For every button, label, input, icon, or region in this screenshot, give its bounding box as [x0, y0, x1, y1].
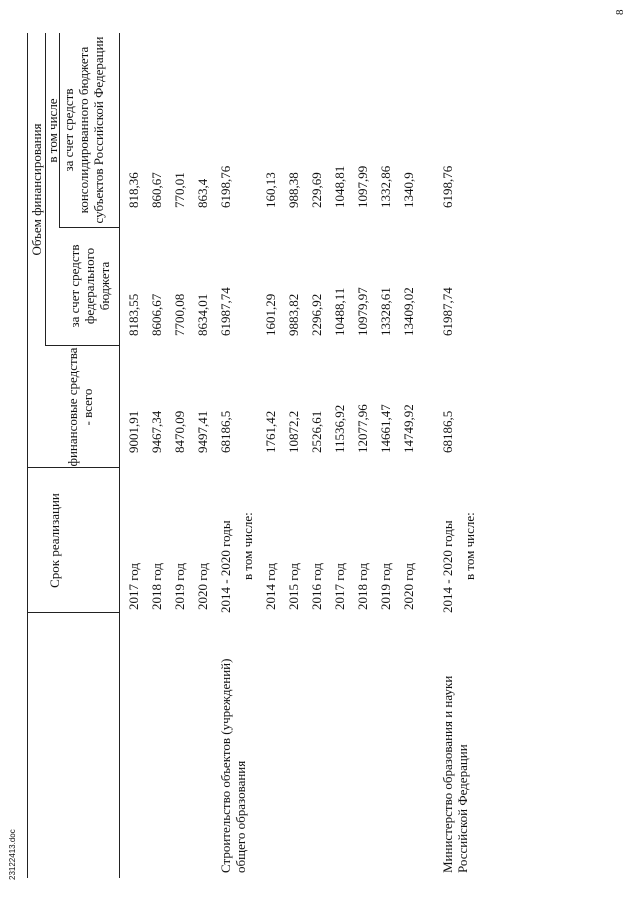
table-row: [169, 33, 192, 878]
name-cell: Министерство образования и науки Российской Федерации: [440, 675, 470, 873]
header-term: Срок реализации: [47, 493, 62, 588]
federal-cell: 1601,29: [263, 293, 278, 336]
total-cell: 9497,41: [195, 410, 210, 453]
table-row: [123, 33, 146, 878]
term-cell: в том числе:: [462, 512, 477, 580]
table-row: [398, 33, 421, 878]
header-total: финансовые средства - всего: [65, 347, 95, 467]
header-federal: за счет средств федерального бюджета: [67, 244, 112, 328]
table-row: [352, 33, 375, 878]
regional-cell: 1097,99: [355, 165, 370, 208]
total-cell: 9001,91: [126, 410, 141, 453]
regional-cell: 6198,76: [218, 165, 233, 208]
term-cell: 2019 год: [172, 563, 187, 610]
regional-cell: 1048,81: [332, 165, 347, 208]
file-tag: 23122413.doc: [8, 829, 17, 880]
regional-cell: 863,4: [195, 178, 210, 208]
page-number: 8: [614, 9, 626, 15]
table-body: [123, 33, 482, 878]
regional-cell: 770,01: [172, 172, 187, 208]
federal-cell: 61987,74: [440, 287, 455, 336]
federal-cell: 10488,11: [332, 287, 347, 336]
term-cell: 2017 год: [126, 563, 141, 610]
total-cell: 2526,61: [309, 410, 324, 453]
regional-cell: 1340,9: [401, 172, 416, 208]
federal-cell: 8634,01: [195, 293, 210, 336]
federal-cell: 8183,55: [126, 293, 141, 336]
term-cell: 2018 год: [355, 563, 370, 610]
total-cell: 68186,5: [440, 410, 455, 453]
table-row: [237, 33, 260, 878]
header-including: в том числе: [45, 98, 60, 163]
table-top-border: [27, 33, 28, 878]
regional-cell: 1332,86: [378, 165, 393, 208]
table-row: [329, 33, 352, 878]
federal-cell: 2296,92: [309, 293, 324, 336]
regional-cell: 860,67: [149, 172, 164, 208]
total-cell: 14661,47: [378, 404, 393, 453]
regional-cell: 160,13: [263, 172, 278, 208]
term-cell: 2015 год: [286, 563, 301, 610]
term-cell: 2018 год: [149, 563, 164, 610]
federal-cell: 9883,82: [286, 293, 301, 336]
federal-cell: 8606,67: [149, 293, 164, 336]
regional-cell: 988,38: [286, 172, 301, 208]
regional-cell: 6198,76: [440, 165, 455, 208]
header-volume: Объем финансирования: [29, 123, 44, 256]
header-regional: за счет средств консолидированного бюджета субъектов Российской Федерации: [61, 36, 106, 224]
term-cell: 2016 год: [309, 563, 324, 610]
term-cell: 2017 год: [332, 563, 347, 610]
table-row: [459, 33, 482, 878]
term-cell: в том числе:: [240, 512, 255, 580]
total-cell: 10872,2: [286, 410, 301, 453]
column-divider: [59, 227, 119, 228]
federal-cell: 61987,74: [218, 287, 233, 336]
term-cell: 2020 год: [195, 563, 210, 610]
table-row: [283, 33, 306, 878]
financing-table: [27, 33, 592, 878]
name-cell: Строительство объектов (учреждений) общего образования: [218, 658, 248, 873]
header-bottom-border: [119, 33, 120, 878]
column-divider: [27, 612, 119, 613]
total-cell: 12077,96: [355, 404, 370, 453]
federal-cell: 7700,08: [172, 293, 187, 336]
term-cell: 2020 год: [401, 563, 416, 610]
federal-cell: 10979,97: [355, 287, 370, 336]
total-cell: 1761,42: [263, 410, 278, 453]
table-row: [192, 33, 215, 878]
federal-cell: 13328,61: [378, 287, 393, 336]
table-row: [375, 33, 398, 878]
term-cell: 2014 - 2020 годы: [218, 520, 233, 613]
total-cell: 9467,34: [149, 410, 164, 453]
term-cell: 2014 - 2020 годы: [440, 520, 455, 613]
total-cell: 11536,92: [332, 404, 347, 453]
federal-cell: 13409,02: [401, 287, 416, 336]
term-cell: 2014 год: [263, 563, 278, 610]
table-row: [260, 33, 283, 878]
table-row: [146, 33, 169, 878]
total-cell: 68186,5: [218, 410, 233, 453]
term-cell: 2019 год: [378, 563, 393, 610]
regional-cell: 229,69: [309, 172, 324, 208]
total-cell: 14749,92: [401, 404, 416, 453]
table-row: [306, 33, 329, 878]
regional-cell: 818,36: [126, 172, 141, 208]
total-cell: 8470,09: [172, 410, 187, 453]
